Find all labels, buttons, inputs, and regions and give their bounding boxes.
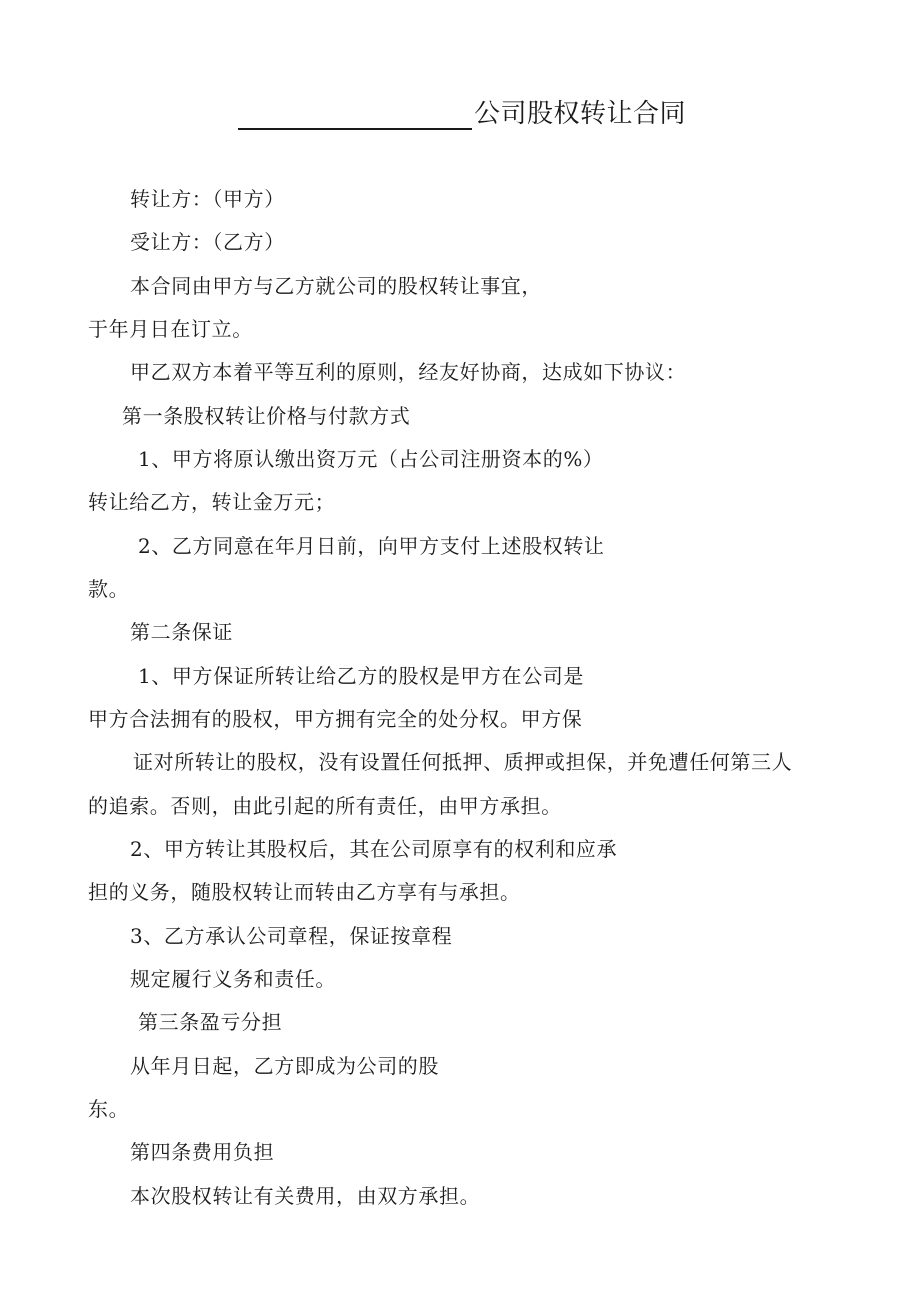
clause-line: 2、乙方同意在年月日前，向甲方支付上述股权转让: [138, 534, 605, 558]
article-heading: 第二条保证: [130, 620, 233, 644]
article-heading: 第一条股权转让价格与付款方式: [122, 404, 411, 428]
transferor-line: 转让方：（甲方）: [130, 187, 285, 211]
transferee-line: 受让方：（乙方）: [130, 230, 285, 254]
clause-line: 担的义务，随股权转让而转由乙方享有与承担。: [88, 880, 521, 904]
article-heading: 第三条盈亏分担: [138, 1010, 283, 1034]
clause-line: 转让给乙方，转让金万元；: [88, 490, 336, 514]
paragraph-line: 于年月日在订立。: [88, 317, 253, 341]
paragraph-line: 本合同由甲方与乙方就公司的股权转让事宜，: [130, 274, 542, 298]
clause-line: 甲方合法拥有的股权，甲方拥有完全的处分权。甲方保: [88, 707, 583, 731]
clause-line: 3、乙方承认公司章程，保证按章程: [130, 924, 453, 948]
paragraph-line: 甲乙双方本着平等互利的原则，经友好协商，达成如下协议：: [130, 360, 687, 384]
clause-line: 证对所转让的股权，没有设置任何抵押、质押或担保，并免遭任何第三人: [133, 750, 793, 774]
clause-line: 从年月日起，乙方即成为公司的股: [130, 1054, 439, 1078]
clause-line: 的追索。否则，由此引起的所有责任，由甲方承担。: [88, 794, 562, 818]
clause-line: 1、甲方保证所转让给乙方的股权是甲方在公司是: [138, 664, 584, 688]
clause-line: 1、甲方将原认缴出资万元（占公司注册资本的%）: [138, 447, 604, 471]
clause-line: 东。: [88, 1097, 130, 1121]
company-name-blank: [238, 98, 472, 130]
contract-title: [238, 90, 698, 130]
title-text: 公司股权转让合同: [474, 99, 687, 129]
clause-line: 本次股权转让有关费用，由双方承担。: [130, 1184, 481, 1208]
clause-line: 规定履行义务和责任。: [130, 967, 336, 991]
clause-line: 款。: [88, 577, 130, 601]
clause-line: 2、甲方转让其股权后，其在公司原享有的权利和应承: [130, 837, 618, 861]
article-heading: 第四条费用负担: [130, 1140, 275, 1164]
